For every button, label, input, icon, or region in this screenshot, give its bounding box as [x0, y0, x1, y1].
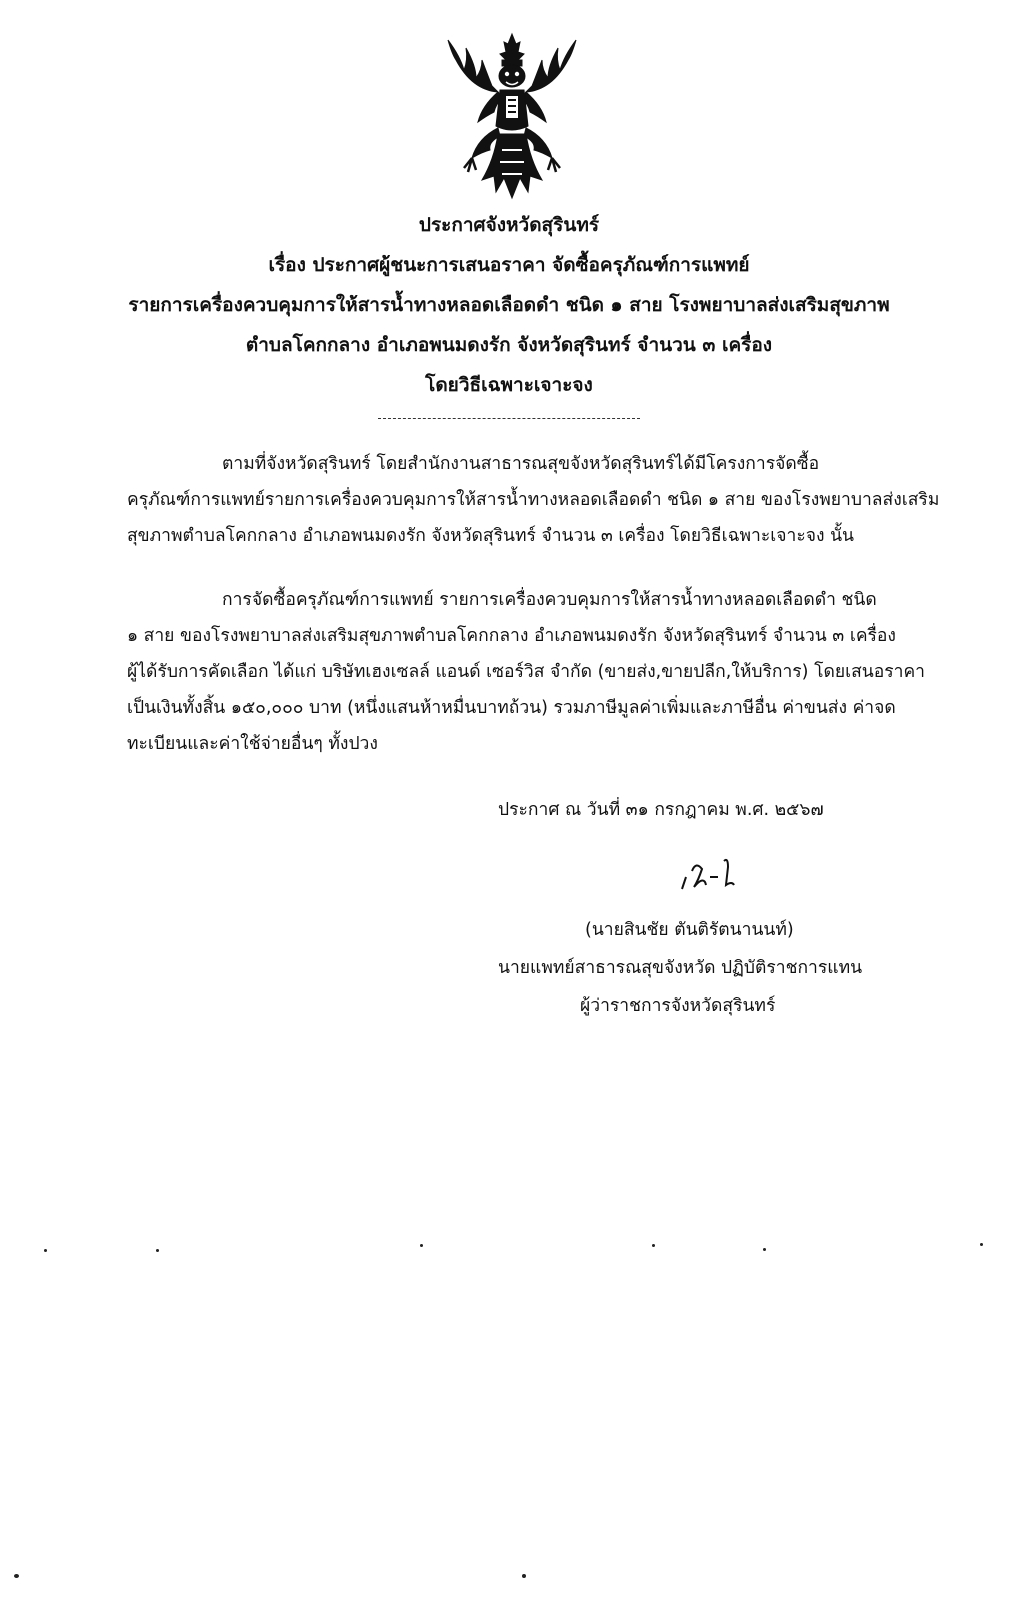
signer-office: ผู้ว่าราชการจังหวัดสุรินทร์ — [580, 996, 776, 1016]
document-header — [0, 205, 1018, 405]
scan-speck — [652, 1244, 655, 1247]
header-item-line1: รายการเครื่องควบคุมการให้สารน้ำทางหลอดเลือดดำ ชนิด ๑ สาย โรงพยาบาลส่งเสริมสุขภาพ — [128, 294, 890, 316]
announce-date: ประกาศ ณ วันที่ ๓๑ กรกฎาคม พ.ศ. ๒๕๖๗ — [498, 800, 824, 820]
paragraph-line: เป็นเงินทั้งสิ้น ๑๕๐,๐๐๐ บาท (หนึ่งแสนห้าหมื่นบาทถ้วน) รวมภาษีมูลค่าเพิ่มและภาษีอื่น ค่าขนส่ง ค่าจด — [127, 698, 896, 718]
paragraph-line: สุขภาพตำบลโคกกลาง อำเภอพนมดงรัก จังหวัดสุรินทร์ จำนวน ๓ เครื่อง โดยวิธีเฉพาะเจาะจง นั้น — [127, 526, 855, 546]
header-method: โดยวิธีเฉพาะเจาะจง — [425, 374, 593, 396]
header-title: ประกาศจังหวัดสุรินทร์ — [418, 214, 600, 236]
garuda-emblem-icon — [442, 30, 582, 202]
header-subject: เรื่อง ประกาศผู้ชนะการเสนอราคา จัดซื้อครุภัณฑ์การแพทย์ — [268, 254, 750, 276]
scan-speck — [420, 1244, 423, 1247]
paragraph-line: ทะเบียนและค่าใช้จ่ายอื่นๆ ทั้งปวง — [127, 734, 378, 754]
signer-position: นายแพทย์สาธารณสุขจังหวัด ปฏิบัติราชการแทน — [498, 958, 863, 978]
paragraph-line: ตามที่จังหวัดสุรินทร์ โดยสำนักงานสาธารณสุขจังหวัดสุรินทร์ได้มีโครงการจัดซื้อ — [222, 454, 820, 474]
scan-speck — [44, 1249, 47, 1252]
paragraph-line: ครุภัณฑ์การแพทย์รายการเครื่องควบคุมการให้สารน้ำทางหลอดเลือดดำ ชนิด ๑ สาย ของโรงพยาบาลส่งเสริม — [127, 490, 940, 510]
paragraph-line: ๑ สาย ของโรงพยาบาลส่งเสริมสุขภาพตำบลโคกกลาง อำเภอพนมดงรัก จังหวัดสุรินทร์ จำนวน ๓ เครื่อง — [127, 626, 896, 646]
paragraph-line: การจัดซื้อครุภัณฑ์การแพทย์ รายการเครื่องควบคุมการให้สารน้ำทางหลอดเลือดดำ ชนิด — [222, 590, 877, 610]
scan-speck — [763, 1248, 766, 1251]
scan-speck — [156, 1249, 159, 1252]
paragraph-line: ผู้ได้รับการคัดเลือก ได้แก่ บริษัทเฮงเซลล์ แอนด์ เซอร์วิส จำกัด (ขายส่ง,ขายปลีก,ให้บริการ) โดยเสนอราคา — [127, 662, 925, 682]
scan-speck — [14, 1574, 19, 1578]
scan-speck — [980, 1243, 983, 1246]
body-paragraph-1 — [127, 446, 957, 554]
signer-name: (นายสินชัย ตันติรัตนานนท์) — [585, 920, 794, 940]
header-item-line2: ตำบลโคกกลาง อำเภอพนมดงรัก จังหวัดสุรินทร์ จำนวน ๓ เครื่อง — [245, 334, 773, 356]
body-paragraph-2 — [127, 582, 957, 762]
header-divider — [378, 418, 640, 419]
scan-speck — [522, 1574, 526, 1578]
handwritten-signature — [676, 855, 756, 905]
